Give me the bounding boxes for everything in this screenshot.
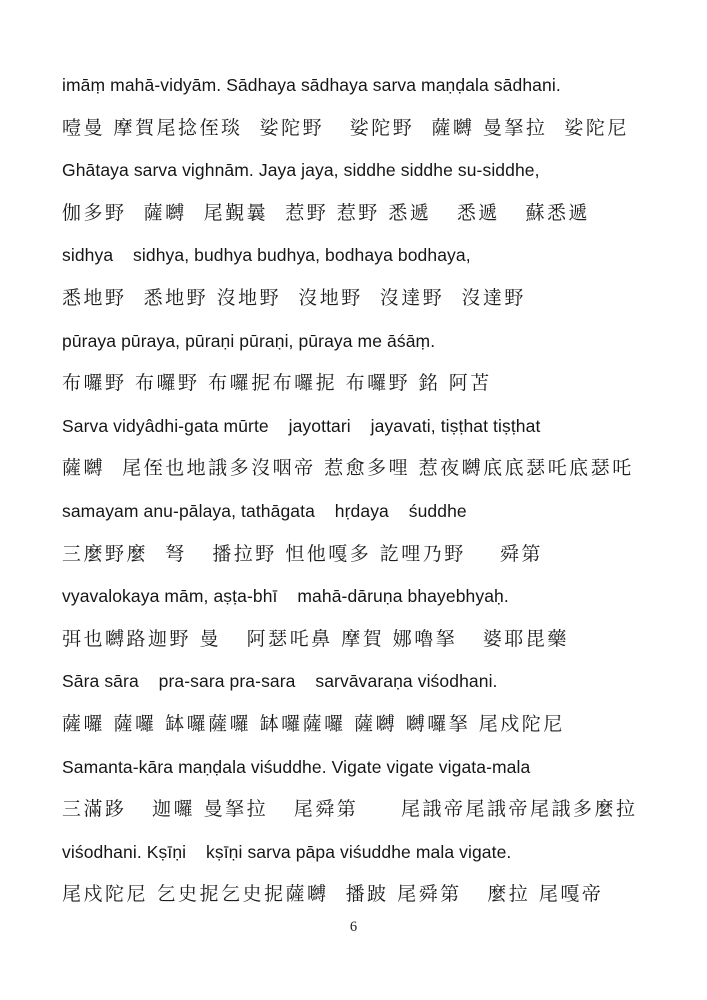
mantra-line-cjk: 尾戍陀尼 乞史抳乞史抳薩嚩 播跛 尾舜第 麼拉 尾嘎帝 xyxy=(62,883,604,906)
mantra-line-latin: Samanta-kāra maṇḍala viśuddhe. Vigate vigate vigata-mala xyxy=(62,756,531,777)
mantra-line-cjk: 三麼野麼 弩 播拉野 怛他嘎多 訖哩乃野 舜第 xyxy=(62,542,543,565)
mantra-line-cjk: 三滿跢 迦囉 曼拏拉 尾舜第 尾誐帝尾誐帝尾誐多麼拉 xyxy=(62,798,638,821)
mantra-line-latin: vyavalokaya mām, aṣṭa-bhī mahā-dāruṇa bhayebhyaḥ. xyxy=(62,586,509,607)
mantra-line-cjk: 薩囉 薩囉 缽囉薩囉 缽囉薩囉 薩嚩 嚩囉拏 尾戍陀尼 xyxy=(62,712,565,735)
mantra-line-cjk: 布囉野 布囉野 布囉抳布囉抳 布囉野 銘 阿苫 xyxy=(62,372,492,395)
mantra-line-cjk: 弭也嚩路迦野 曼 阿瑟吒鼻 摩賀 娜嚕拏 婆耶毘藥 xyxy=(62,627,569,650)
mantra-line-latin: pūraya pūraya, pūraṇi pūraṇi, pūraya me āśāṃ. xyxy=(62,330,436,351)
page-number: 6 xyxy=(349,919,358,935)
mantra-line-latin: Ghātaya sarva vighnām. Jaya jaya, siddhe siddhe su-siddhe, xyxy=(62,160,540,181)
mantra-line-cjk: 伽多野 薩嚩 尾覲曩 惹野 惹野 悉遞 悉遞 蘇悉遞 xyxy=(62,201,591,224)
mantra-line-cjk: 悉地野 悉地野 沒地野 沒地野 沒達野 沒達野 xyxy=(62,286,526,309)
mantra-line-cjk: 噎曼 摩賀尾捻侄琰 娑陀野 娑陀野 薩嚩 曼拏拉 娑陀尼 xyxy=(62,116,629,139)
mantra-line-latin: samayam anu-pālaya, tathāgata hṛdaya śuddhe xyxy=(62,500,467,521)
mantra-text-block xyxy=(62,64,667,916)
mantra-line-latin: Sāra sāra pra-sara pra-sara sarvāvaraṇa viśodhani. xyxy=(62,671,498,692)
mantra-line-latin: viśodhani. Kṣīṇi kṣīṇi sarva pāpa viśuddhe mala vigate. xyxy=(62,841,512,862)
mantra-line-latin: sidhya sidhya, budhya budhya, bodhaya bodhaya, xyxy=(62,245,471,266)
mantra-line-latin: Sarva vidyâdhi-gata mūrte jayottari jayavati, tiṣṭhat tiṣṭhat xyxy=(62,415,541,436)
mantra-line-latin: imāṃ mahā-vidyām. Sādhaya sādhaya sarva maṇḍala sādhani. xyxy=(62,75,561,95)
mantra-line-cjk: 薩嚩 尾侄也地誐多沒咽帝 惹愈多哩 惹夜嚩底底瑟吒底瑟吒 xyxy=(62,457,634,480)
